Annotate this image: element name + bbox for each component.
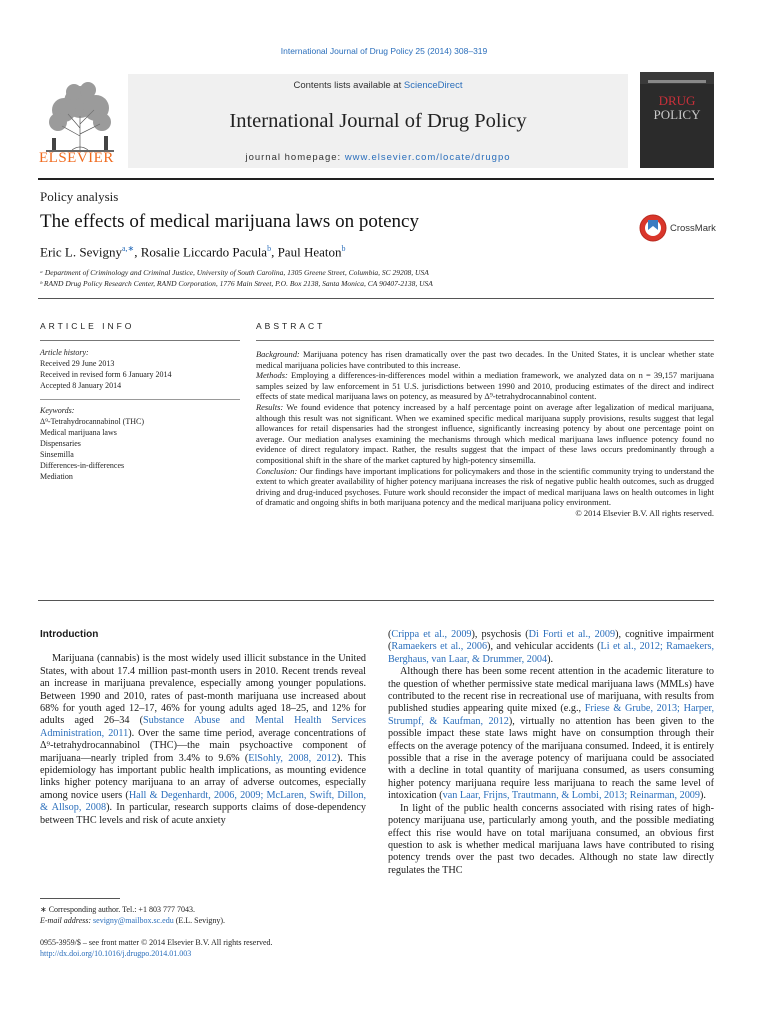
running-head[interactable]: International Journal of Drug Policy 25 (2014) 308–319 (280, 46, 488, 56)
citation-link[interactable]: Crippa et al., 2009 (391, 629, 472, 640)
history-accepted: Accepted 8 January 2014 (40, 381, 122, 390)
body-text: ). In particular, research supports claims of dose-dependency between THC levels and risk of acute anxiety (40, 802, 366, 826)
keyword-item: Sinsemilla (40, 450, 74, 459)
author-list: Eric L. Sevigny$^{a,∗}$, Rosalie Liccardo Pacula$^b$, Paul Heaton$^b$ (40, 244, 346, 260)
body-text: ). This epidemiology has important public health implications, as mounting evidence links higher potency marijuana to an array of adverse outcomes, especially among novice users ( (40, 752, 366, 801)
abstract-text: Marijuana potency has risen dramatically over the past two decades. In the United States, it is unclear whether state medical marijuana policies have contributed to this increase. (256, 349, 714, 370)
crossmark-label: CrossMark (670, 223, 716, 234)
body-text: ). (699, 790, 706, 802)
journal-cover-image (640, 72, 714, 168)
author-name: Rosalie Liccardo Pacula (140, 244, 268, 260)
body-paragraph (388, 629, 714, 666)
citation-link[interactable]: Ramaekers et al., 2006 (391, 641, 488, 653)
affiliation-rule (38, 298, 714, 299)
keyword-item: Mediation (40, 472, 73, 481)
abstract-label: Background: (256, 349, 300, 359)
author-affil-link[interactable]: b (341, 244, 346, 253)
body-text: ). Over the same time period, average concentrations of Δ⁹-tetrahydrocannabinol (THC)—the main psychoactive component of marijuana—nearly tripled from 3.4% to 9.6% ( (40, 727, 366, 764)
history-revised: Received in revised form 6 January 2014 (40, 370, 172, 379)
cover-title-drug: DRUG (658, 93, 696, 108)
sciencedirect-link[interactable]: ScienceDirect (403, 80, 463, 91)
crossmark-icon (639, 214, 667, 242)
author-affil-link[interactable]: b (267, 244, 272, 253)
abstract-label: Conclusion: (256, 465, 298, 476)
abstract-body (256, 349, 714, 519)
abstract-rule (256, 340, 714, 341)
keyword-item: Dispensaries (40, 439, 81, 448)
article-info-heading: ARTICLE INFO (40, 321, 135, 331)
body-text: ), psychosis ( (471, 629, 529, 640)
elsevier-wordmark: ELSEVIER (39, 150, 114, 166)
keyword-item: Differences-in-differences (40, 461, 125, 470)
body-text: Although there has been some recent attention in the academic literature to the question of whether permissive state medical marijuana laws (MMLs) have contributed to the recent rise in recreational use of marijuana, with results from published studies appearing quite mixed (e.g., (388, 666, 714, 715)
body-column-right (388, 629, 714, 877)
email-label: E-mail address: (40, 916, 94, 925)
author-name: Eric L. Sevigny (40, 244, 122, 260)
journal-title: International Journal of Drug Policy (229, 110, 527, 132)
journal-homepage-link[interactable]: www.elsevier.com/locate/drugpo (344, 152, 511, 163)
citation-link[interactable]: Di Forti et al., 2009 (528, 629, 616, 640)
issn-line: 0955-3959/$ – see front matter © 2014 Elsevier B.V. All rights reserved. (40, 938, 273, 947)
journal-banner (128, 74, 628, 168)
citation-link[interactable]: Li et al., 2012; Ramaekers, Berghaus, van Laar, & Drummer, 2004 (388, 641, 714, 665)
abstract-text: We found evidence that potency increased by a half percentage point on average after legalization of medical marijuana, although this result was not significant. When we examined specific medical marijuana supply provisions, results suggest that legal allowances for retail dispensaries had the strongest influence, significantly increasing potency by about one percentage point on average. Our mediation analyses examining the mechanisms through which medical marijuana laws influence potency found no evidence of direct regulatory impact. Rather, the results suggest that the impact of these laws occurs predominantly through a compositional shift in the share of the market captured by high-potency sinsemilla. (256, 401, 714, 465)
email-line (40, 915, 366, 926)
article-title: The effects of medical marijuana laws on potency (40, 211, 419, 232)
cover-small-text-bar (648, 80, 706, 83)
body-text: ), virtually no attention has been given to the possible impact these state laws might have on consumption through their effects on the average potency of the marijuana consumed. Indeed, it is entirely possible that a rise in the average potency of marijuana could be associated with a decline in total quantity of marijuana consumed, as users consuming higher potency marijuana require less marijuana to reach the same level of intoxication ( (388, 715, 714, 802)
body-text: ( (388, 629, 392, 640)
abstract-label: Results: (256, 401, 284, 412)
keywords-rule (40, 399, 240, 400)
doi-link[interactable]: http://dx.doi.org/10.1016/j.drugpo.2014.01.003 (40, 949, 192, 958)
masthead (38, 70, 714, 172)
keywords-label: Keywords: (40, 406, 75, 415)
author-affil-link[interactable]: a,∗ (121, 244, 135, 253)
body-column-left (40, 629, 366, 827)
citation-link[interactable]: Hall & Degenhardt, 2006, 2009; McLaren, Swift, Dillon, & Allsop, 2008 (40, 789, 366, 814)
abstract-bottom-rule (38, 600, 714, 601)
abstract-copyright: © 2014 Elsevier B.V. All rights reserved. (575, 507, 714, 518)
citation-link[interactable]: Friese & Grube, 2013; Harper, Strumpf, & Kaufman, 2012 (388, 703, 715, 727)
footnote (40, 904, 366, 926)
contents-prefix: Contents lists available at (293, 80, 404, 91)
author-email-link[interactable]: sevigny@mailbox.sc.edu (93, 916, 174, 925)
contents-line (128, 80, 628, 91)
article-type: Policy analysis (40, 189, 119, 204)
abstract-label: Methods: (256, 370, 288, 381)
body-text: ), and vehicular accidents ( (487, 641, 601, 653)
corresponding-author-note: ∗ Corresponding author. Tel.: +1 803 777 7043. (40, 905, 195, 914)
crossmark-button[interactable] (639, 214, 719, 242)
citation-link[interactable]: van Laar, Frijns, Trautmann, & Lombi, 2013; Reinarman, 2009 (442, 790, 700, 802)
abstract-methods (256, 370, 714, 402)
section-heading-introduction: Introduction (40, 629, 99, 640)
body-text: ). (547, 653, 554, 665)
bottom-metadata (40, 937, 440, 959)
author-name: Paul Heaton (277, 244, 342, 260)
body-paragraph: In light of the public health concerns associated with rising rates of high-potency marijuana use, particularly among youth, and the possible mediating effect this rise would have on total marijuana consumed, an obvious first question to ask is whether medical marijuana laws have contributed to rising potency trends over the past two decades. Although no state law directly regulates the THC (388, 802, 714, 876)
abstract-text: Employing a differences-in-differences model within a mediation framework, we analyzed data on n = 39,157 marijuana samples seized by law enforcement in 51 U.S. jurisdictions between 1990 and 2010, producing estimates of the direct and indirect effects of state medical marijuana laws on potency, as measured by Δ⁹-tetrahydrocannabinol content. (256, 370, 714, 402)
citation-link[interactable]: ElSohly, 2008, 2012 (248, 752, 337, 764)
header-rule (38, 178, 714, 180)
citation-link[interactable]: Substance Abuse and Mental Health Services Administration, 2011 (40, 715, 366, 739)
cover-title-policy: POLICY (653, 107, 701, 122)
article-info-rule (40, 340, 240, 341)
footnote-rule (40, 898, 120, 899)
body-paragraph (40, 653, 366, 827)
abstract-results (256, 402, 714, 466)
email-suffix: (E.L. Sevigny). (173, 916, 226, 925)
article-info-panel (40, 347, 240, 482)
abstract-conclusion (256, 466, 714, 508)
affiliation-b: ᵇ RAND Drug Policy Research Center, RAND Corporation, 1776 Main Street, P.O. Box 2138, Santa Monica, CA 90407-2138, USA (40, 279, 433, 288)
abstract-heading: ABSTRACT (256, 321, 326, 331)
history-received: Received 29 June 2013 (40, 359, 115, 368)
homepage-prefix: journal homepage: (245, 152, 345, 163)
abstract-background (256, 349, 714, 370)
homepage-line (128, 152, 628, 163)
affiliation-a: ᵃ Department of Criminology and Criminal Justice, University of South Carolina, 1305 Greene Street, Columbia, SC 29208, USA (40, 268, 429, 277)
keyword-item: Δ⁹-Tetrahydrocannabinol (THC) (40, 417, 145, 426)
history-label: Article history: (40, 348, 89, 357)
body-paragraph (388, 666, 714, 802)
abstract-text: Our findings have important implications for policymakers and those in the scientific community trying to understand the extent to which greater availability of higher potency marijuana increases the risk of negative public health outcomes, such as drugged driving and drug-induced psychoses. Future work should reconsider the impact of medical marijuana laws on health outcomes in light of dramatic and ongoing shifts in both marijuana potency and the medical marijuana policy environment. (256, 465, 714, 508)
keyword-item: Medical marijuana laws (40, 428, 117, 437)
body-text: ), cognitive impairment ( (388, 629, 715, 653)
body-text: Marijuana (cannabis) is the most widely used illicit substance in the United States, with about 17.4 million past-month users in 2010. Recent trends reveal an increase in marijuana prevalence, especially among younger populations. Between 1990 and 2010, rates of past-month marijuana use increased about 68% for youth aged 12–17, 46% for young adults aged 18–25, and 12% for adults aged 26–34 ( (40, 653, 366, 727)
